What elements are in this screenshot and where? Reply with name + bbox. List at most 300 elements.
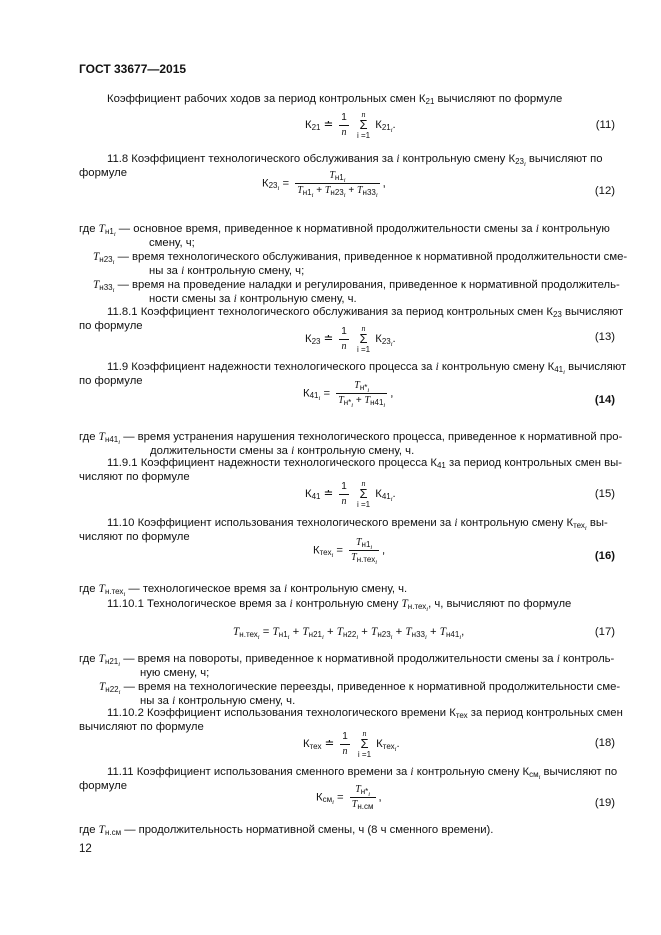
symbol: n xyxy=(341,495,347,507)
symbol: T xyxy=(336,626,343,638)
text: где xyxy=(79,431,96,443)
subscript xyxy=(105,227,116,236)
symbol: ≐ xyxy=(323,332,334,345)
subscript: 23 xyxy=(552,310,562,319)
text: 23 xyxy=(515,157,524,166)
symbol: T xyxy=(98,431,105,443)
text: за период контрольных смен вы- xyxy=(445,457,623,469)
subscript xyxy=(529,770,540,779)
symbol: i xyxy=(435,361,439,373)
text: где xyxy=(79,824,96,836)
symbol: i xyxy=(112,259,115,266)
sigma: Σ xyxy=(359,117,368,132)
subscript xyxy=(268,181,280,193)
symbol: i xyxy=(535,223,539,235)
denominator xyxy=(339,126,349,139)
text: см xyxy=(322,795,333,805)
fraction xyxy=(339,481,349,508)
symbol: i xyxy=(172,695,176,707)
subscript: н.см xyxy=(357,802,374,811)
equation-number-15: (15) xyxy=(594,488,615,500)
paragraph-11-8-line2: формуле xyxy=(79,167,128,179)
symbol: . xyxy=(392,487,396,500)
subscript xyxy=(332,799,334,806)
symbol: i xyxy=(390,634,393,641)
legend-12-b-line2 xyxy=(149,264,304,278)
fraction xyxy=(340,731,350,758)
subscript xyxy=(357,555,377,564)
symbol: i xyxy=(538,774,541,781)
text: н.тех xyxy=(104,587,124,596)
paragraph-11-8 xyxy=(107,152,603,166)
symbol: T xyxy=(233,626,240,638)
text: тех xyxy=(319,548,332,558)
paragraph-11-9 xyxy=(107,360,626,374)
subscript xyxy=(362,540,373,549)
equation-11 xyxy=(305,110,396,140)
equation-19 xyxy=(316,784,382,811)
symbol: i xyxy=(396,153,400,165)
symbol: i xyxy=(394,745,397,753)
paragraph-11-10-line2: числяют по формуле xyxy=(79,531,190,543)
text: тех xyxy=(573,521,585,530)
text: 11.8 Коэффициент технологического обслуживания за xyxy=(107,153,397,165)
subscript xyxy=(288,634,290,641)
page-number: 12 xyxy=(79,843,92,855)
symbol: i xyxy=(331,552,334,560)
text: н41 xyxy=(104,435,119,444)
subscript xyxy=(425,634,427,641)
symbol: К xyxy=(376,737,383,750)
text: н* xyxy=(359,383,368,392)
fraction xyxy=(350,784,376,811)
subscript xyxy=(360,383,369,392)
symbol: К xyxy=(305,332,312,345)
symbol: К xyxy=(305,487,312,500)
subscript xyxy=(383,402,385,409)
subscript xyxy=(322,795,334,807)
text: 23 xyxy=(381,336,391,346)
symbol: + xyxy=(316,185,323,196)
text: контрольную смену xyxy=(292,598,402,610)
paragraph-11-9-1 xyxy=(107,456,622,470)
symbol: i xyxy=(277,185,280,193)
text: вычисляют по формуле xyxy=(434,93,563,105)
symbol: i xyxy=(332,799,334,807)
legend-12-b xyxy=(93,250,627,264)
fraction xyxy=(336,380,387,407)
symbol: = xyxy=(323,387,331,400)
symbol: i xyxy=(311,192,314,199)
subscript xyxy=(375,559,377,566)
symbol: i xyxy=(118,661,121,668)
symbol: i xyxy=(383,402,386,409)
subscript xyxy=(258,634,260,641)
subscript xyxy=(515,157,526,166)
subscript xyxy=(367,387,369,394)
text: н33 xyxy=(362,188,376,197)
subscript xyxy=(279,630,290,639)
symbol: n xyxy=(341,126,347,138)
symbol: T xyxy=(302,626,309,638)
fraction xyxy=(295,170,379,197)
legend-17-a xyxy=(79,652,614,666)
text: н22 xyxy=(343,630,357,639)
subscript xyxy=(412,630,427,639)
symbol: T xyxy=(356,185,363,196)
legend-12-c xyxy=(93,278,620,292)
symbol: ≐ xyxy=(324,737,335,750)
text: н23 xyxy=(99,255,113,264)
symbol: . xyxy=(392,332,396,345)
subscript xyxy=(322,634,324,641)
equation-number-12: (12) xyxy=(594,185,615,197)
text: тех xyxy=(382,741,395,751)
text: контроль- xyxy=(559,653,615,665)
text: н1 xyxy=(104,227,114,236)
subscript xyxy=(382,492,393,501)
text: за период контрольных смен xyxy=(467,707,623,719)
subscript: 41 xyxy=(311,491,321,501)
symbol: , xyxy=(382,544,386,557)
subscript xyxy=(370,544,372,551)
symbol: T xyxy=(329,170,335,181)
text: н23 xyxy=(330,188,344,197)
subscript: 21 xyxy=(311,122,321,132)
summation xyxy=(357,110,370,140)
paragraph-11-11-line2: формуле xyxy=(79,780,128,792)
symbol: i xyxy=(318,395,321,403)
subscript xyxy=(105,587,125,596)
subscript xyxy=(105,685,120,694)
text: — время на повороты, приведенное к нормативной продолжительности смены за xyxy=(120,653,557,665)
denominator xyxy=(295,184,379,197)
sigma: Σ xyxy=(360,736,369,751)
paragraph-11-10 xyxy=(107,516,608,530)
text: где xyxy=(79,223,96,235)
symbol: T xyxy=(351,799,358,810)
summation xyxy=(357,479,370,509)
text: , ч, вычисляют по формуле xyxy=(428,598,572,610)
subscript xyxy=(356,634,358,641)
paragraph-11-10-1 xyxy=(107,597,571,611)
text: ны за xyxy=(140,695,173,707)
symbol: i xyxy=(563,369,565,376)
symbol: К xyxy=(303,737,310,750)
symbol: i xyxy=(424,634,427,641)
text: н1 xyxy=(278,630,288,639)
text: контрольную смену К xyxy=(399,153,516,165)
text: ности смены за xyxy=(149,293,234,305)
symbol: n xyxy=(341,340,347,352)
numerator: 1 xyxy=(339,481,349,495)
text: н21 xyxy=(308,630,322,639)
lower-limit: i =1 xyxy=(356,345,371,354)
symbol: T xyxy=(93,251,100,263)
symbol: i xyxy=(113,231,116,238)
text: 11.11 Коэффициент использования сменного времени за xyxy=(107,766,411,778)
symbol: i xyxy=(343,177,346,184)
subscript xyxy=(344,177,346,184)
symbol: T xyxy=(338,395,344,406)
symbol: К xyxy=(375,332,382,345)
symbol: T xyxy=(355,537,362,548)
symbol: T xyxy=(272,626,279,638)
symbol: i xyxy=(233,293,237,305)
legend-17-a-line2: ную смену, ч; xyxy=(140,667,210,679)
subscript xyxy=(105,657,120,666)
paragraph-11-10-2 xyxy=(107,706,623,720)
equation-number-16: (16) xyxy=(594,550,615,562)
equation-number-17: (17) xyxy=(594,626,615,638)
symbol: = xyxy=(282,177,290,190)
symbol: i xyxy=(367,387,370,394)
text: н* xyxy=(343,398,352,407)
symbol: i xyxy=(287,634,290,641)
subscript xyxy=(368,791,370,798)
subscript xyxy=(408,602,428,611)
symbol: i xyxy=(289,598,293,610)
symbol: i xyxy=(556,653,560,665)
subscript xyxy=(319,395,321,402)
equation-15 xyxy=(305,479,396,509)
subscript xyxy=(331,552,333,559)
text: 41 xyxy=(381,491,391,501)
paragraph-11-9-1-line2: числяют по формуле xyxy=(79,471,190,483)
subscript xyxy=(343,630,358,639)
symbol: i xyxy=(375,559,378,566)
symbol: + xyxy=(326,626,334,638)
subscript xyxy=(319,548,334,560)
symbol: + xyxy=(355,395,362,406)
symbol: i xyxy=(123,591,126,598)
denominator xyxy=(350,798,376,811)
subscript: н.см xyxy=(104,828,122,837)
numerator: 1 xyxy=(339,112,349,126)
equation-18 xyxy=(303,729,400,759)
symbol: i xyxy=(523,161,526,168)
text: где xyxy=(79,583,96,595)
symbol: i xyxy=(459,634,462,641)
numerator xyxy=(295,170,379,184)
paragraph-11-9-line2: по формуле xyxy=(79,375,143,387)
equation-12 xyxy=(262,170,386,197)
text: н41 xyxy=(370,398,384,407)
symbol: + xyxy=(292,626,300,638)
subscript xyxy=(309,391,321,403)
symbol: T xyxy=(364,395,371,406)
text: н23 xyxy=(377,630,391,639)
text: 23 xyxy=(268,181,278,191)
summation xyxy=(358,729,371,759)
symbol: n xyxy=(342,745,348,757)
symbol: К xyxy=(316,791,323,804)
symbol: i xyxy=(356,634,359,641)
sigma: Σ xyxy=(359,331,368,346)
text: 11.9 Коэффициент надежности технологического процесса за xyxy=(107,361,436,373)
symbol: n xyxy=(362,729,367,738)
paragraph-11-11 xyxy=(107,765,617,779)
text: контрольную смену, ч. xyxy=(175,695,296,707)
symbol: i xyxy=(181,265,185,277)
text: 11.8.1 Коэффициент технологического обслуживания за период контрольных смен К xyxy=(107,306,553,318)
subscript: 21 xyxy=(425,97,435,106)
symbol: i xyxy=(454,517,458,529)
symbol: К xyxy=(313,544,320,557)
text: контрольную xyxy=(538,223,610,235)
text: — основное время, приведенное к нормативной продолжительности смены за xyxy=(115,223,536,235)
legend-16 xyxy=(79,582,407,596)
equation-number-18: (18) xyxy=(594,737,615,749)
summation xyxy=(357,324,370,354)
symbol: + xyxy=(429,626,437,638)
symbol: + xyxy=(348,185,355,196)
symbol: i xyxy=(343,192,346,199)
text: н.тех xyxy=(407,602,427,611)
text: должительности смены за xyxy=(150,445,292,457)
symbol: + xyxy=(395,626,403,638)
text: контрольную смену К xyxy=(413,766,530,778)
symbol: i xyxy=(390,340,393,348)
text: н21 xyxy=(104,657,119,666)
text: н.тех xyxy=(239,630,258,639)
legend-12-a xyxy=(79,222,610,236)
fraction xyxy=(339,326,349,353)
symbol: n xyxy=(361,479,366,488)
subscript xyxy=(376,192,378,199)
symbol: i xyxy=(584,525,587,532)
text: вычисляют по xyxy=(540,766,618,778)
symbol: К xyxy=(375,487,382,500)
text: н1 xyxy=(334,173,344,182)
numerator xyxy=(350,784,376,798)
equation-number-14: (14) xyxy=(594,394,615,406)
text: — время устранения нарушения технологического процесса, приведенное к нормативной про- xyxy=(120,431,623,443)
symbol: i xyxy=(370,544,373,551)
subscript xyxy=(382,337,393,346)
text: контрольную смену, ч. xyxy=(236,293,357,305)
text: вы- xyxy=(586,517,608,529)
text: ны за xyxy=(149,265,182,277)
equation-number-19: (19) xyxy=(594,797,615,809)
legend-12-c-line2 xyxy=(149,292,357,306)
symbol: T xyxy=(93,279,100,291)
fraction xyxy=(349,537,379,564)
equation-17 xyxy=(233,625,464,639)
symbol: T xyxy=(98,824,105,836)
numerator xyxy=(349,537,379,551)
symbol: T xyxy=(405,626,412,638)
symbol: . xyxy=(396,737,400,750)
legend-19 xyxy=(79,823,493,837)
subscript xyxy=(554,365,565,374)
text: 41 xyxy=(309,391,319,401)
text: 11.10.1 Технологическое время за xyxy=(107,598,290,610)
paragraph-k21-intro xyxy=(107,92,562,106)
subscript xyxy=(382,123,393,132)
text: н1 xyxy=(302,188,312,197)
text: контрольную смену К xyxy=(457,517,574,529)
numerator xyxy=(336,380,387,394)
subscript xyxy=(312,192,314,199)
denominator xyxy=(349,551,379,564)
text: 11.10.2 Коэффициент использования технологического времени К xyxy=(107,707,456,719)
symbol: T xyxy=(371,626,378,638)
denominator xyxy=(340,745,350,758)
lower-limit: i =1 xyxy=(356,500,371,509)
symbol: i xyxy=(284,583,288,595)
subscript: 41 xyxy=(436,461,446,470)
text: н1 xyxy=(361,540,371,549)
subscript xyxy=(303,188,314,197)
symbol: К xyxy=(305,118,312,131)
text: н.тех xyxy=(356,555,376,564)
subscript xyxy=(344,192,346,199)
subscript: тех xyxy=(309,741,322,751)
symbol: T xyxy=(324,185,331,196)
symbol: , xyxy=(461,626,465,638)
symbol: . xyxy=(392,118,396,131)
legend-14 xyxy=(79,430,622,444)
symbol: , xyxy=(382,177,386,190)
text: 41 xyxy=(554,365,564,374)
subscript: тех xyxy=(455,711,468,720)
symbol: , xyxy=(378,791,382,804)
text: вычисляют по xyxy=(525,153,603,165)
symbol: T xyxy=(354,380,360,391)
text: н22 xyxy=(105,685,119,694)
subscript xyxy=(377,630,392,639)
symbol: i xyxy=(426,606,429,613)
text: — технологическое время за xyxy=(125,583,285,595)
subscript xyxy=(391,634,393,641)
equation-14 xyxy=(303,380,393,407)
text: 21 xyxy=(381,122,391,132)
subscript xyxy=(99,255,114,264)
symbol: n xyxy=(361,324,366,333)
legend-12-a-line2: смену, ч; xyxy=(149,237,195,249)
subscript xyxy=(446,630,461,639)
symbol: T xyxy=(98,583,105,595)
equation-13 xyxy=(305,324,396,354)
subscript: 23 xyxy=(311,336,321,346)
text: Коэффициент рабочих ходов за период контрольных смен К xyxy=(107,93,426,105)
text: н33 xyxy=(411,630,425,639)
symbol: T xyxy=(355,784,361,795)
lower-limit: i =1 xyxy=(357,750,372,759)
symbol: i xyxy=(375,192,378,199)
symbol: i xyxy=(322,634,324,641)
symbol: i xyxy=(390,126,393,134)
symbol: i xyxy=(410,766,414,778)
symbol: T xyxy=(297,185,303,196)
subscript xyxy=(239,630,259,639)
symbol: К xyxy=(303,387,310,400)
subscript xyxy=(573,521,587,530)
symbol: К xyxy=(375,118,382,131)
subscript xyxy=(363,188,378,197)
symbol: , xyxy=(390,387,394,400)
document-header: ГОСТ 33677—2015 xyxy=(79,62,187,76)
denominator xyxy=(339,340,349,353)
legend-17-b xyxy=(99,680,620,694)
symbol: i xyxy=(118,439,121,446)
text: — продолжительность нормативной смены, ч (8 ч сменного времени). xyxy=(121,824,494,836)
symbol: T xyxy=(99,681,106,693)
subscript xyxy=(383,742,397,751)
symbol: = xyxy=(262,626,270,638)
text: — время на технологические переезды, приведенное к нормативной продолжительности сме- xyxy=(120,681,621,693)
